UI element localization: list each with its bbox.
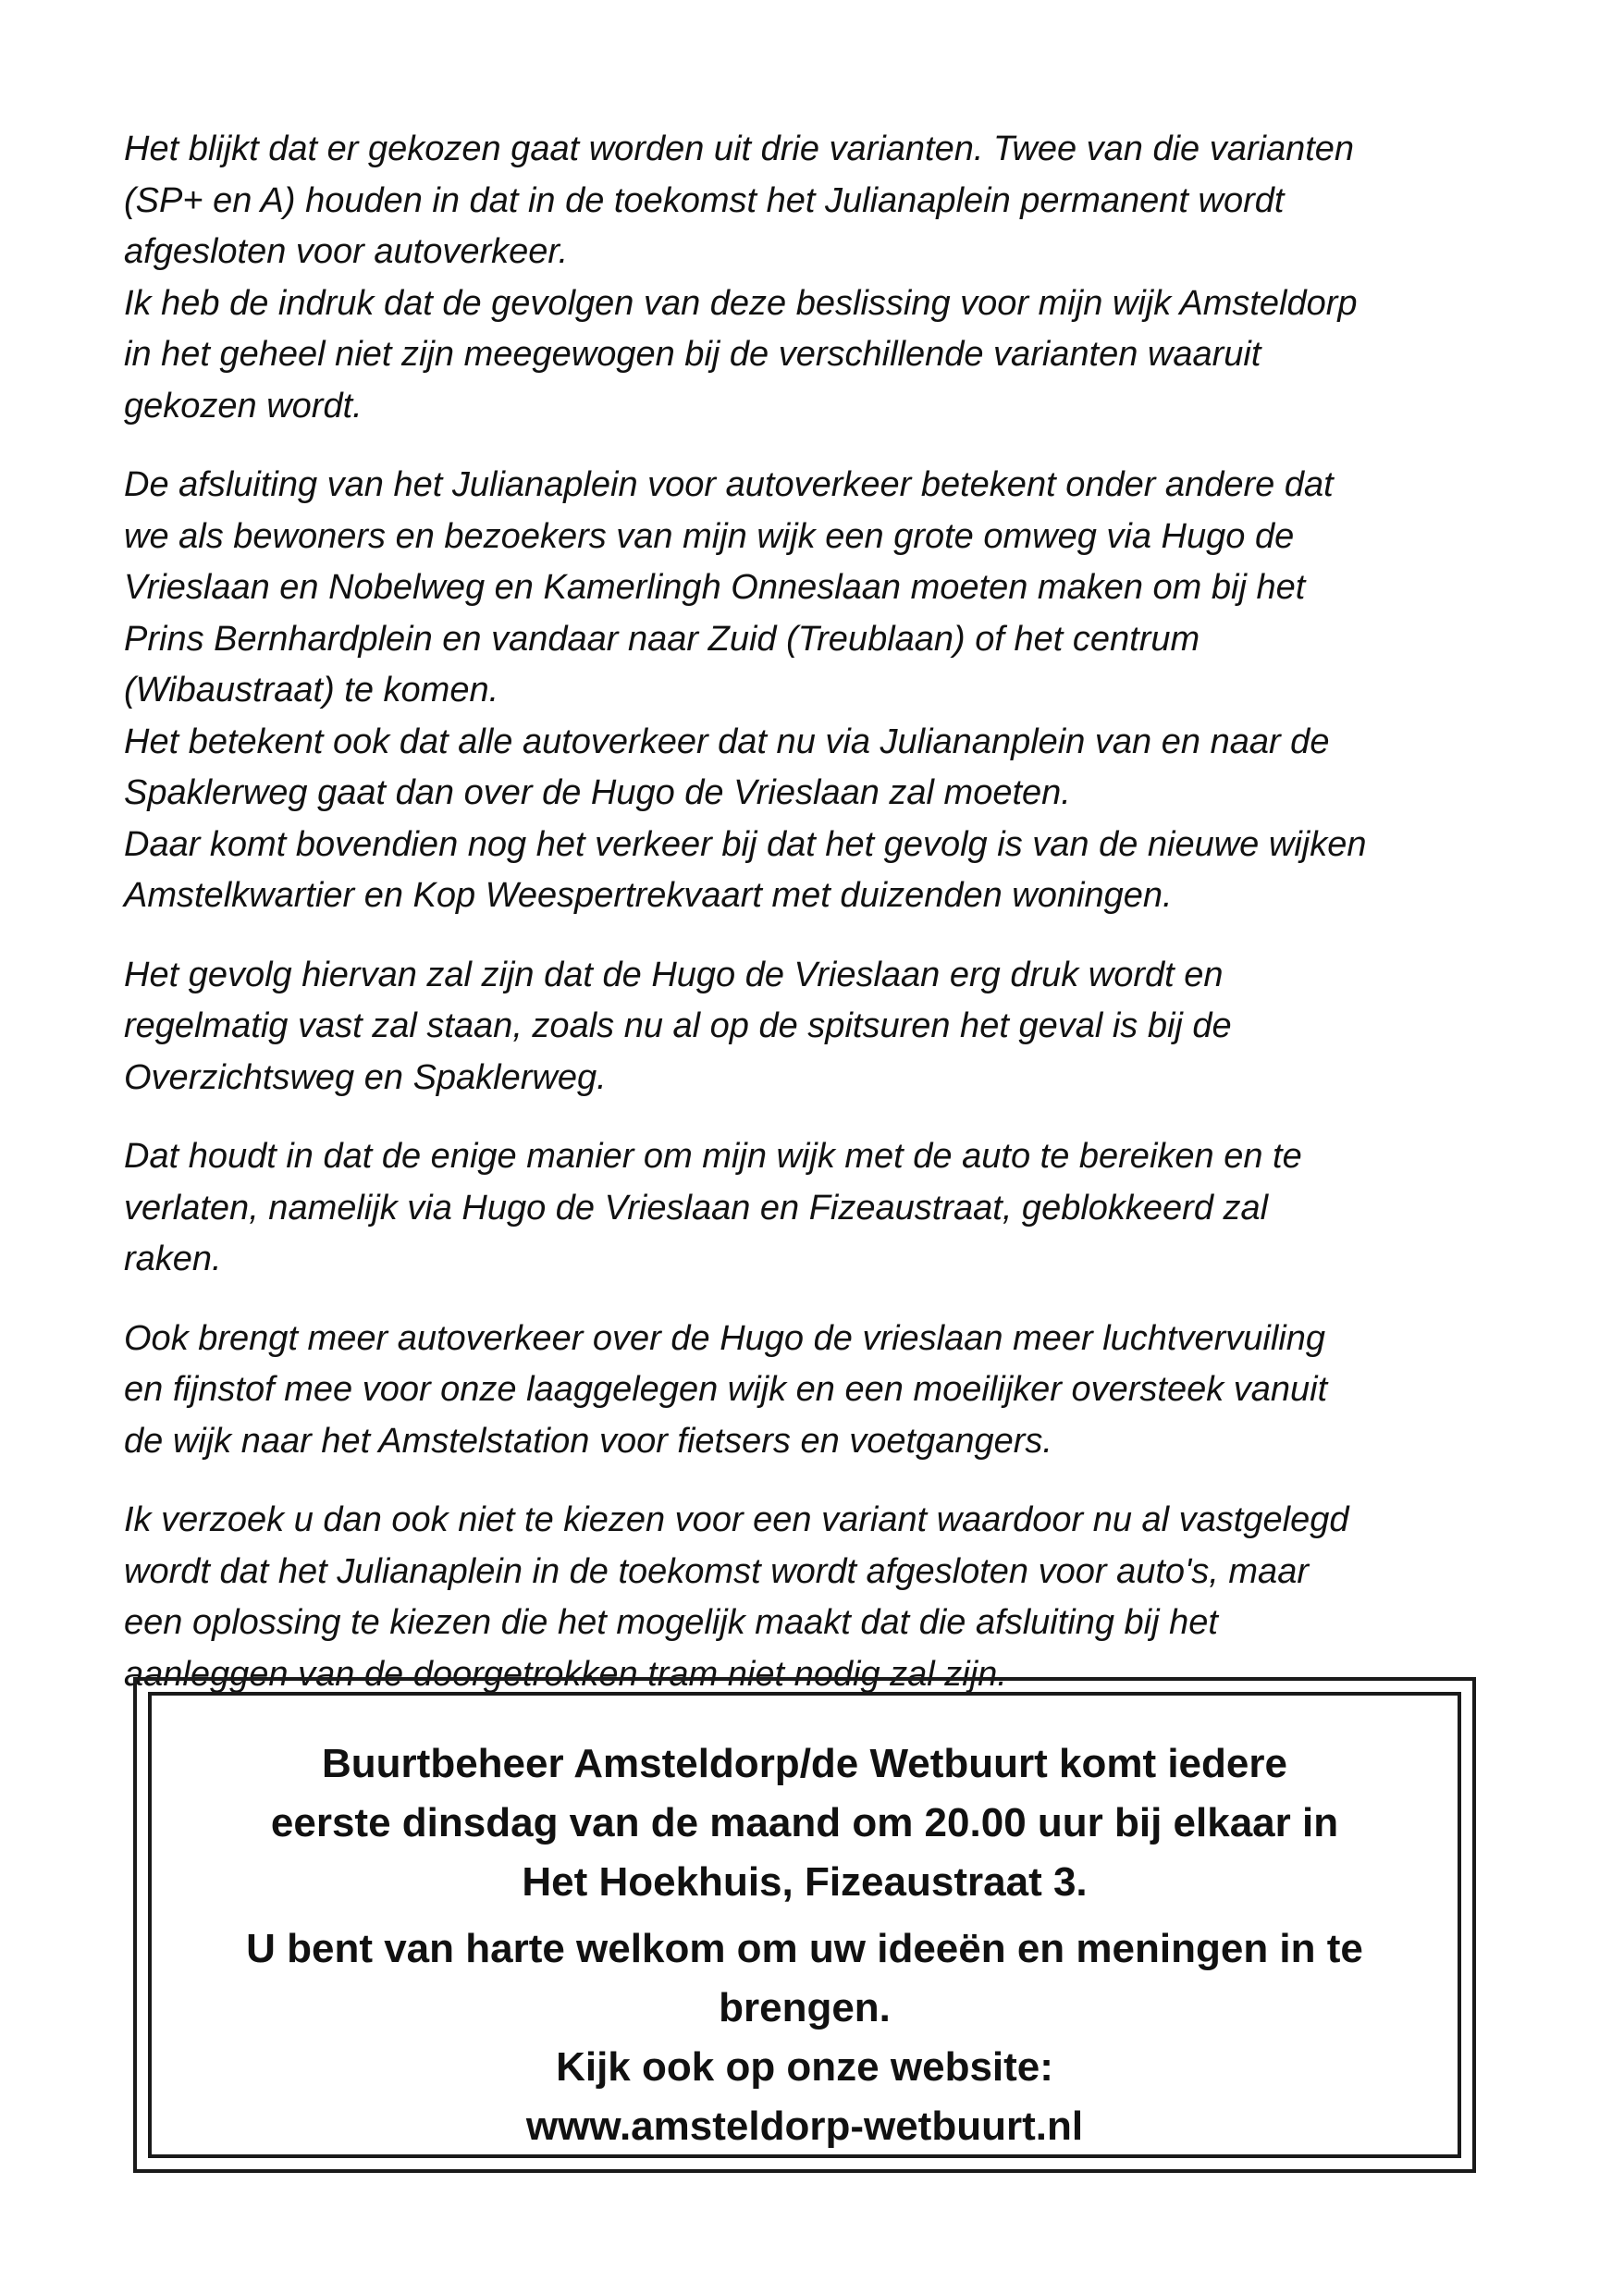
- spacer: [152, 1912, 1458, 1919]
- paragraph-access-blocked: [124, 1131, 1511, 1286]
- text-line: Ook brengt meer autoverkeer over de Hugo de vrieslaan meer luchtvervuiling: [124, 1318, 1325, 1358]
- text-line: Overzichtsweg en Spaklerweg.: [124, 1057, 607, 1097]
- text-line: regelmatig vast zal staan, zoals nu al op de spitsuren het geval is bij de: [124, 1006, 1232, 1045]
- meeting-line: Buurtbeheer Amsteldorp/de Wetbuurt komt iedere: [322, 1741, 1287, 1786]
- text-line: Daar komt bovendien nog het verkeer bij dat het gevolg is van de nieuwe wijken: [124, 824, 1367, 864]
- text-line: (SP+ en A) houden in dat in de toekomst het Julianaplein permanent wordt: [124, 180, 1285, 220]
- paragraph-congestion: [124, 950, 1511, 1104]
- welcome-line: brengen.: [719, 1985, 891, 2030]
- text-line: verlaten, namelijk via Hugo de Vrieslaan en Fizeaustraat, geblokkeerd zal: [124, 1188, 1269, 1228]
- text-line: in het geheel niet zijn meegewogen bij de verschillende varianten waaruit: [124, 335, 1261, 374]
- paragraph-pollution: [124, 1314, 1511, 1468]
- website-label: Kijk ook op onze website:: [556, 2044, 1053, 2090]
- meeting-line: eerste dinsdag van de maand om 20.00 uur bij elkaar in: [270, 1800, 1339, 1845]
- text-line: de wijk naar het Amstelstation voor fietsers en voetgangers.: [124, 1421, 1052, 1461]
- text-line: Amstelkwartier en Kop Weespertrekvaart met duizenden woningen.: [124, 876, 1173, 915]
- text-line: Ik heb de indruk dat de gevolgen van deze beslissing voor mijn wijk Amsteldorp: [124, 283, 1358, 323]
- text-line: afgesloten voor autoverkeer.: [124, 232, 569, 271]
- text-line: Vrieslaan en Nobelweg en Kamerlingh Onneslaan moeten maken om bij het: [124, 568, 1306, 607]
- text-line: Het blijkt dat er gekozen gaat worden uit drie varianten. Twee van die varianten: [124, 130, 1355, 168]
- notice-text: [152, 1734, 1458, 2156]
- welcome-line: U bent van harte welkom om uw ideeën en meningen in te: [246, 1926, 1363, 1971]
- text-line: we als bewoners en bezoekers van mijn wijk een grote omweg via Hugo de: [124, 516, 1295, 556]
- text-line: Ik verzoek u dan ook niet te kiezen voor een variant waardoor nu al vastgelegd: [124, 1500, 1349, 1539]
- notice-box: [133, 1677, 1476, 2173]
- text-line: (Wibaustraat) te komen.: [124, 671, 499, 709]
- text-line: Prins Bernhardplein en vandaar naar Zuid (Treublaan) of het centrum: [124, 619, 1200, 659]
- text-line: gekozen wordt.: [124, 386, 363, 426]
- text-line: raken.: [124, 1240, 222, 1278]
- text-line: wordt dat het Julianaplein in de toekomst wordt afgesloten voor auto's, maar: [124, 1551, 1309, 1591]
- text-line: en fijnstof mee voor onze laaggelegen wijk en een moeilijker oversteek vanuit: [124, 1370, 1328, 1409]
- text-line: Het gevolg hiervan zal zijn dat de Hugo de Vrieslaan erg druk wordt en: [124, 955, 1224, 994]
- text-line: een oplossing te kiezen die het mogelijk maakt dat die afsluiting bij het: [124, 1603, 1218, 1642]
- notice-inner-border: [148, 1692, 1461, 2158]
- website-link[interactable]: www.amsteldorp-wetbuurt.nl: [525, 2104, 1084, 2149]
- letter-body: [124, 124, 1511, 1728]
- text-line: Het betekent ook dat alle autoverkeer dat nu via Juliananplein van en naar de: [124, 722, 1330, 761]
- meeting-line: Het Hoekhuis, Fizeaustraat 3.: [522, 1859, 1088, 1905]
- paragraph-variants: [124, 124, 1511, 432]
- paragraph-closure-effects: [124, 460, 1511, 922]
- text-line: aanleggen van de doorgetrokken tram niet nodig zal zijn.: [124, 1654, 1007, 1694]
- paragraph-request: [124, 1495, 1511, 1700]
- text-line: De afsluiting van het Julianaplein voor autoverkeer betekent onder andere dat: [124, 465, 1334, 504]
- text-line: Spaklerweg gaat dan over de Hugo de Vrieslaan zal moeten.: [124, 773, 1071, 812]
- text-line: Dat houdt in dat de enige manier om mijn wijk met de auto te bereiken en te: [124, 1137, 1302, 1176]
